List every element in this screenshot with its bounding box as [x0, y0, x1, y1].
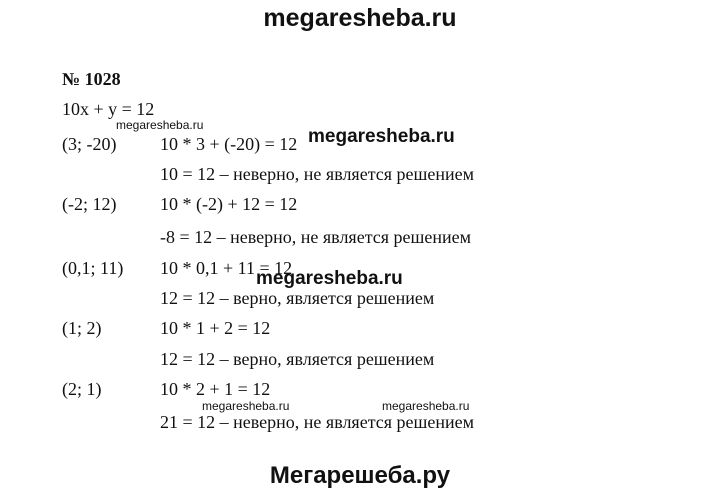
point-label: (3; -20) [62, 134, 117, 154]
result-line: 10 = 12 – неверно, не является решением [160, 164, 475, 184]
watermark: megaresheba.ru [202, 399, 290, 413]
substitution-line: 10 * 0,1 + 11 = 12 [160, 258, 293, 278]
problem-equation: 10x + y = 12 [62, 99, 155, 119]
site-footer: Мегарешеба.ру [269, 462, 451, 489]
substitution-line: 10 * 1 + 2 = 12 [160, 318, 271, 338]
watermark: megaresheba.ru [116, 118, 204, 132]
site-header: megaresheba.ru [263, 4, 457, 32]
watermark: megaresheba.ru [256, 268, 403, 289]
point-label: (0,1; 11) [62, 258, 124, 278]
watermark: megaresheba.ru [308, 126, 455, 147]
substitution-line: 10 * 2 + 1 = 12 [160, 379, 271, 399]
watermark: megaresheba.ru [382, 399, 470, 413]
point-label: (2; 1) [62, 379, 102, 399]
problem-number: № 1028 [62, 69, 121, 89]
substitution-line: 10 * (-2) + 12 = 12 [160, 194, 298, 214]
result-line: -8 = 12 – неверно, не является решением [160, 227, 472, 247]
result-line: 12 = 12 – верно, является решением [160, 288, 435, 308]
point-label: (1; 2) [62, 318, 102, 338]
substitution-line: 10 * 3 + (-20) = 12 [160, 134, 298, 154]
point-label: (-2; 12) [62, 194, 117, 214]
result-line: 12 = 12 – верно, является решением [160, 349, 435, 369]
result-line: 21 = 12 – неверно, не является решением [160, 412, 475, 432]
